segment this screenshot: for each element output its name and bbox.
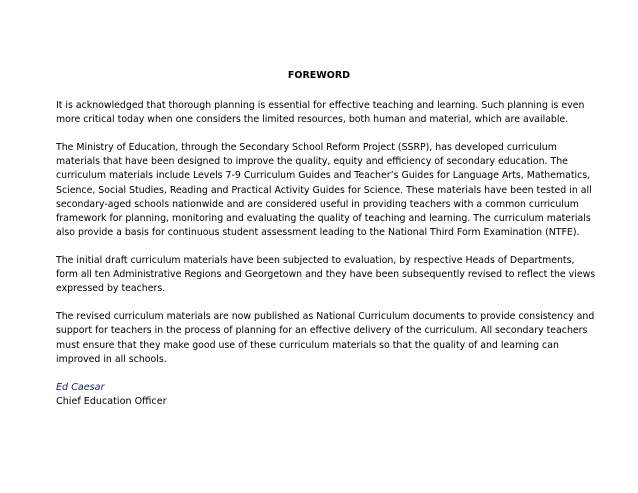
paragraph-4 xyxy=(56,310,595,367)
paragraph-line: The revised curriculum materials are now published as National Curriculum documents to provide consistency and xyxy=(56,311,595,323)
paragraph-line: improved in all schools. xyxy=(56,353,167,365)
paragraph-line: also provide a basis for continuous student assessment leading to the National Third Form Examination (NTFE). xyxy=(56,227,580,239)
paragraph-1 xyxy=(56,99,586,127)
paragraph-line: secondary-aged schools nationwide and are considered useful in providing teachers with a common curriculum xyxy=(56,198,579,210)
signature-name: Ed Caesar xyxy=(56,381,105,393)
page-title xyxy=(0,69,638,82)
paragraph-line: form all ten Administrative Regions and Georgetown and they have been subsequently revised to reflect the views xyxy=(56,269,596,281)
title-text: FOREWORD xyxy=(287,70,351,81)
paragraph-line: framework for planning, monitoring and evaluating the quality of teaching and learning. The curriculum materials xyxy=(56,213,591,225)
paragraph-line: Science, Social Studies, Reading and Practical Activity Guides for Science. These materials have been tested in all xyxy=(56,184,592,196)
document-body xyxy=(56,99,596,409)
paragraph-line: expressed by teachers. xyxy=(56,283,166,295)
paragraph-line: support for teachers in the process of planning for an effective delivery of the curriculum. All secondary teachers xyxy=(56,325,588,337)
paragraph-line: The initial draft curriculum materials have been subjected to evaluation, by respective Heads of Departments, xyxy=(56,255,575,267)
paragraph-line: materials that have been designed to improve the quality, equity and efficiency of secondary education. The xyxy=(56,156,568,168)
paragraph-line: It is acknowledged that thorough planning is essential for effective teaching and learning. Such planning is even xyxy=(56,100,585,111)
paragraph-3 xyxy=(56,254,596,297)
signature-title: Chief Education Officer xyxy=(56,395,167,407)
paragraph-line: must ensure that they make good use of these curriculum materials so that the quality of and learning can xyxy=(56,339,559,351)
paragraph-line: more critical today when one considers the limited resources, both human and material, which are available. xyxy=(56,114,569,126)
paragraph-2 xyxy=(56,141,592,240)
paragraph-line: curriculum materials include Levels 7-9 Curriculum Guides and Teacher’s Guides for Language Arts, Mathematics, xyxy=(56,170,591,182)
paragraph-line: The Ministry of Education, through the Secondary School Reform Project (SSRP), has developed curriculum xyxy=(56,142,557,153)
